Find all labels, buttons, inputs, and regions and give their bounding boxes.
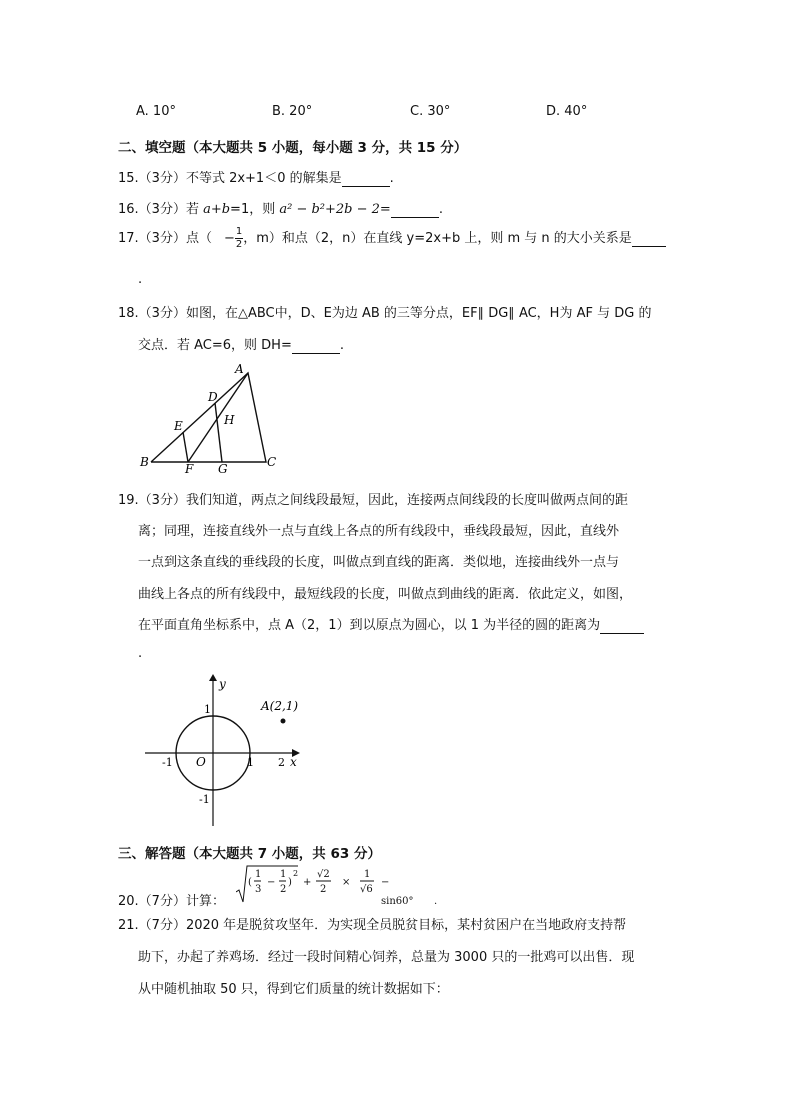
q20-n2: 1 [280,869,287,880]
q17-frac-sign: − [223,231,235,246]
x-tick-1: 1 [247,756,254,769]
label-d: D [208,390,218,404]
question-16 [118,198,443,218]
q20-d2: 2 [280,884,287,895]
q20-n3: √2 [317,869,330,880]
x-tick-2: 2 [278,756,285,769]
q20-times: × [342,877,351,888]
question-19-line4: 曲线上各点的所有线段中，最短线段的长度，叫做点到曲线的距离．依此定义，如图， [138,587,633,602]
question-21-line1: 21.（7分）2020 年是脱贫攻坚年．为实现全员脱贫目标，某村贫困户在当地政府支持帮 [118,918,627,933]
q15-end: . [389,171,394,186]
q20-sin: sin60° [381,896,414,907]
q20-end: . [434,896,438,907]
choice-d: D. 40° [546,104,588,119]
question-18-line2 [138,334,344,354]
q16-expression: a² − b²+2b − 2= [279,202,391,217]
section-answer-heading: 三、解答题（本大题共 7 小题，共 63 分） [118,846,381,862]
question-19-line2: 离；同理，连接直线外一点与直线上各点的所有线段中，垂线段最短，因此，直线外 [138,524,620,539]
label-e: E [174,419,183,433]
q17-fraction [235,226,243,251]
y-tick-1: 1 [204,703,211,716]
paren-close: ) [288,877,292,888]
q15-text: 15.（3分）不等式 2x+1＜0 的解集是 [118,171,342,186]
question-21-line3: 从中随机抽取 50 只，得到它们质量的统计数据如下： [138,982,449,997]
q20-d1: 3 [255,884,262,895]
label-f: F [185,462,194,475]
q19-end: . [138,646,143,661]
choice-c: C. 30° [410,104,451,119]
question-19-line5 [138,614,644,634]
y-arrow-icon [209,674,217,681]
origin-label: O [196,755,206,769]
segment-ef [183,432,188,462]
q16-ab: a+b [203,202,231,217]
q18-line2-text: 交点．若 AC=6，则 DH= [138,338,292,353]
q18-end: . [339,338,344,353]
triangle-abc [151,373,266,462]
label-g: G [218,462,228,475]
q17-prefix: 17.（3分）点（ [118,231,212,246]
question-15 [118,167,394,187]
q19-line5-text: 在平面直角坐标系中，点 A（2，1）到以原点为圆心，以 1 为半径的圆的距离为 [138,618,601,633]
answer-blank [342,171,390,187]
q20-d3: 2 [320,884,327,895]
q20-minus: − [267,877,276,888]
x-tick-minus1: -1 [162,756,173,769]
q20-plus: + [303,877,312,888]
answer-blank [391,202,439,218]
y-label: y [219,677,226,691]
q20-minus2: − [381,877,390,888]
choice-b: B. 20° [272,104,313,119]
point-a [281,719,286,724]
triangle-figure [138,360,288,475]
question-21-line2: 助下，办起了养鸡场．经过一段时间精心饲养，总量为 3000 只的一批鸡可以出售．现 [138,950,635,965]
q16-end: . [438,202,443,217]
q16-prefix: 16.（3分）若 [118,202,204,217]
question-19-line1: 19.（3分）我们知道，两点之间线段最短，因此，连接两点间线段的长度叫做两点间的距 [118,493,628,508]
answer-blank [292,338,340,354]
q20-formula [236,862,458,910]
answer-blank [600,618,644,634]
question-17 [118,226,666,251]
question-19-line3: 一点到这条直线的垂线段的长度，叫做点到直线的距离．类似地，连接曲线外一点与 [138,555,620,570]
label-b: B [140,455,149,469]
q16-mid: =1，则 [230,202,280,217]
section-fill-in-heading: 二、填空题（本大题共 5 小题，每小题 3 分，共 15 分） [118,140,468,156]
q17-part2: ，m）和点（2，n）在直线 y=2x+b 上，则 m 与 n 的大小关系是 [243,231,632,246]
q17-end: . [138,272,143,287]
label-a: A [235,362,244,376]
point-a-label: A(2,1) [261,699,299,713]
y-tick-minus1: -1 [199,793,210,806]
q17-frac-den: 2 [235,239,243,250]
label-c: C [267,455,277,469]
segment-af [188,373,248,462]
q20-d4: √6 [360,884,373,895]
choice-a: A. 10° [136,104,176,119]
answer-blank [632,231,666,247]
x-label: x [290,755,297,769]
label-h: H [224,413,235,427]
question-18-line1: 18.（3分）如图，在△ABC中，D、E为边 AB 的三等分点，EF∥ DG∥ AC，H为 AF 与 DG 的 [118,306,652,321]
q20-n4: 1 [364,869,371,880]
coordinate-figure [140,674,310,829]
q20-square: 2 [293,869,299,878]
q20-prefix: 20.（7分）计算： [118,894,225,909]
q17-frac-num: 1 [235,226,243,237]
segment-dg [215,403,222,462]
q20-n1: 1 [255,869,262,880]
paren-open: ( [248,877,252,888]
